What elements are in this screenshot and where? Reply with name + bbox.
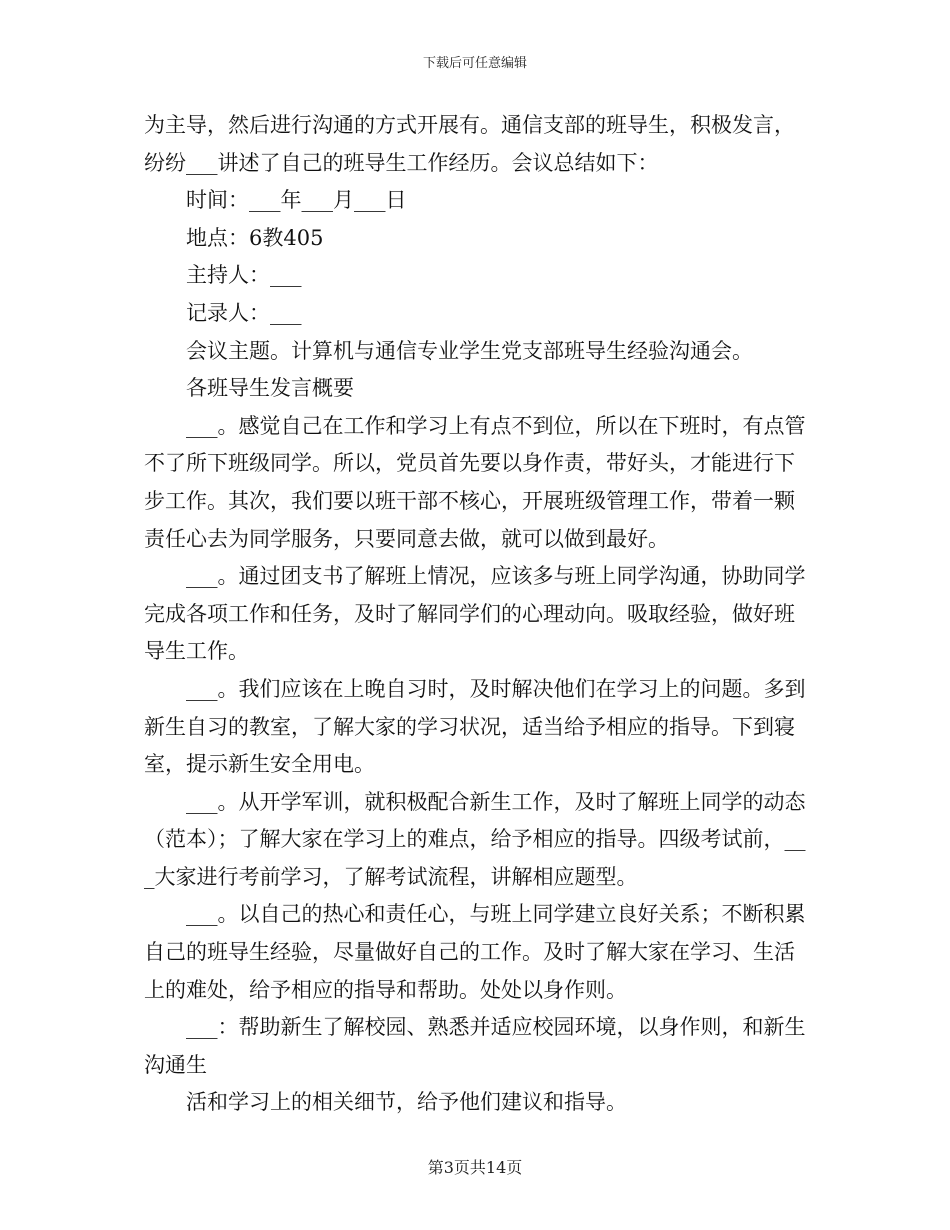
meeting-host: 主持人：___ [186, 263, 302, 288]
meeting-recorder: 记录人：___ [186, 300, 302, 325]
section-heading: 各班导生发言概要 [186, 376, 354, 401]
speech-paragraph: ___。我们应该在上晚自习时，及时解决他们在学习上的问题。多到新生自习的教室，了解大家的学习状况，适当给予相应的指导。下到寝室，提示新生安全用电。 [144, 676, 806, 777]
page-footer: 第3页共14页 [427, 1158, 523, 1177]
meeting-time: 时间：___年___月___日 [186, 188, 407, 213]
speech-paragraph-continued: 活和学习上的相关细节，给予他们建议和指导。 [186, 1090, 627, 1115]
speech-paragraph: ___：帮助新生了解校园、熟悉并适应校园环境，以身作则，和新生沟通生 [144, 1015, 806, 1077]
paragraph-intro: 为主导，然后进行沟通的方式开展有。通信支部的班导生，积极发言，纷纷___讲述了自己的班导生工作经历。会议总结如下： [144, 113, 795, 175]
speech-paragraph: ___。通过团支书了解班上情况，应该多与班上同学沟通，协助同学完成各项工作和任务，及时了解同学们的心理动向。吸取经验，做好班导生工作。 [144, 564, 806, 664]
speech-paragraph: ___。以自己的热心和责任心，与班上同学建立良好关系；不断积累自己的班导生经验，尽量做好自己的工作。及时了解大家在学习、生活上的难处，给予相应的指导和帮助。处处以身作则。 [144, 902, 806, 1002]
meeting-topic: 会议主题。计算机与通信专业学生党支部班导生经验沟通会。 [186, 338, 753, 363]
speech-paragraph: ___。从开学军训，就积极配合新生工作，及时了解班上同学的动态（范本）；了解大家在学习上的难点，给予相应的指导。四级考试前，___大家进行考前学习，了解考试流程，讲解相应题型。 [144, 789, 806, 889]
speech-paragraph: ___。感觉自己在工作和学习上有点不到位，所以在下班时，有点管不了所下班级同学。所以，党员首先要以身作责，带好头，才能进行下步工作。其次，我们要以班干部不核心，开展班级管理工作，带着一颗责任心去为同学服务，只要同意去做，就可以做到最好。 [144, 413, 806, 551]
page-header: 下载后可任意编辑 [422, 56, 527, 71]
document-body [144, 107, 812, 1122]
meeting-location: 地点：6教405 [186, 225, 324, 250]
